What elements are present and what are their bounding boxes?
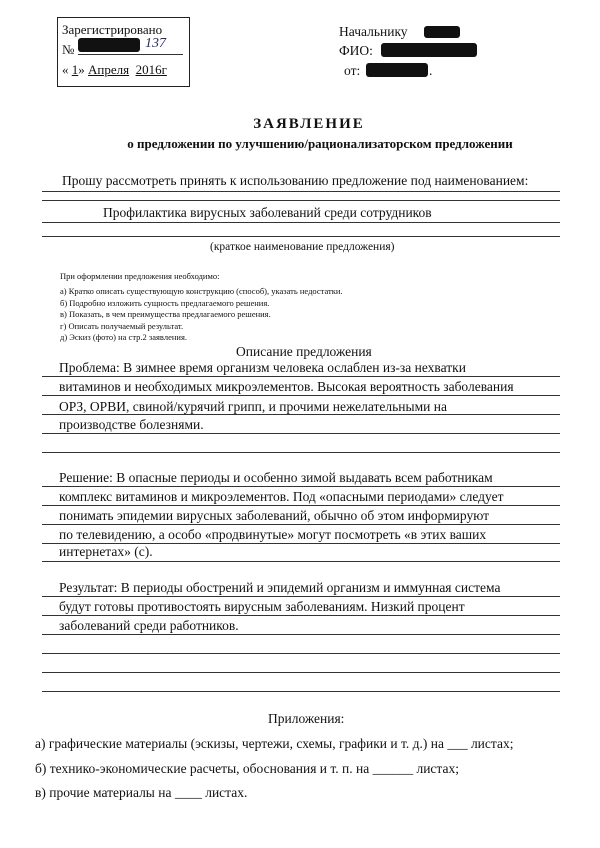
description-heading: Описание предложения [236,344,372,359]
line [42,596,560,597]
line [42,414,560,415]
redacted-registration-number [78,38,140,52]
date-year: 2016г [135,62,167,77]
line [42,615,560,616]
blank-line [42,200,560,201]
line [42,452,560,453]
proposal-name-caption: (краткое наименование предложения) [210,241,395,253]
attachment-item: б) технико-экономические расчеты, обоснования и т. п. на ______ листах; [35,761,459,776]
solution-line: комплекс витаминов и микроэлементов. Под «опасными периодами» следует [59,489,504,504]
redacted-addressee-name [424,26,460,38]
date-close-quote: » [78,62,85,77]
instruction-item: г) Описать получаемый результат. [60,320,184,331]
line [42,505,560,506]
problem-line: витаминов и необходимых микроэлементов. Высокая вероятность заболевания [59,379,514,394]
document-title: ЗАЯВЛЕНИЕ [253,116,365,132]
document-subtitle: о предложении по улучшению/рационализаторском предложении [127,136,513,151]
addressee-from-label: от: [344,63,361,78]
addressee-fio-label: ФИО: [339,43,373,58]
proposal-name-underline [42,222,560,223]
line [42,672,560,673]
problem-line: производстве болезнями. [59,417,204,432]
line [42,524,560,525]
solution-line: понимать эпидемии вирусных заболеваний, обычно об этом информируют [59,508,489,523]
result-line: заболеваний среди работников. [59,618,239,633]
date-month: Апреля [88,62,130,77]
problem-line: Проблема: В зимнее время организм человека ослаблен из-за нехватки [59,360,466,375]
line [42,543,560,544]
line [42,561,560,562]
solution-line: по телевидению, а особо «продвинутые» могут посмотреть «в этих ваших [59,527,487,542]
instruction-item: а) Кратко описать существующую конструкцию (способ), указать недостатки. [60,286,343,296]
instructions-list [60,286,343,344]
solution-line: интернетах» (с). [59,544,153,559]
registration-number-handwritten: 137 [145,36,166,51]
addressee-period: . [429,63,433,78]
line [42,395,560,396]
redacted-from [366,63,428,77]
line [42,634,560,635]
date-day: 1 [71,62,79,77]
line [42,376,560,377]
registration-number-line [78,54,183,55]
attachment-item: а) графические материалы (эскизы, чертежи, схемы, графики и т. д.) на ___ листах; [35,736,514,751]
addressee-to-label: Начальнику [339,24,408,39]
line [42,486,560,487]
request-line: Прошу рассмотреть принять к использованию предложение под наименованием: [62,173,529,188]
request-underline [42,191,560,192]
registration-label: Зарегистрировано [62,22,163,37]
redacted-fio [381,43,477,57]
problem-line: ОРЗ, ОРВИ, свиной/курячий грипп, и прочими нежелательными на [59,399,447,414]
result-line: будут готовы противостоять вирусным заболеваниям. Низкий процент [59,599,465,614]
registration-number-prefix: № [62,42,75,57]
attachment-item: в) прочие материалы на ____ листах. [35,785,248,800]
result-line: Результат: В периоды обострений и эпидемий организм и иммунная система [59,580,501,595]
line [42,691,560,692]
attachments-heading: Приложения: [268,711,345,726]
proposal-name: Профилактика вирусных заболеваний среди сотрудников [103,205,432,220]
line [42,433,560,434]
blank-line [42,236,560,237]
line [42,653,560,654]
instruction-item: д) Эскиз (фото) на стр.2 заявления. [60,332,187,343]
solution-line: Решение: В опасные периоды и особенно зимой выдавать всем работникам [59,470,493,485]
instructions-intro: При оформлении предложения необходимо: [60,271,220,281]
date-open-quote: « [62,62,69,77]
instruction-item: в) Показать, в чем преимущества предлагаемого решения. [60,309,271,320]
registration-date [62,61,167,78]
instruction-item: б) Подробно изложить сущность предлагаемого решения. [60,297,270,308]
